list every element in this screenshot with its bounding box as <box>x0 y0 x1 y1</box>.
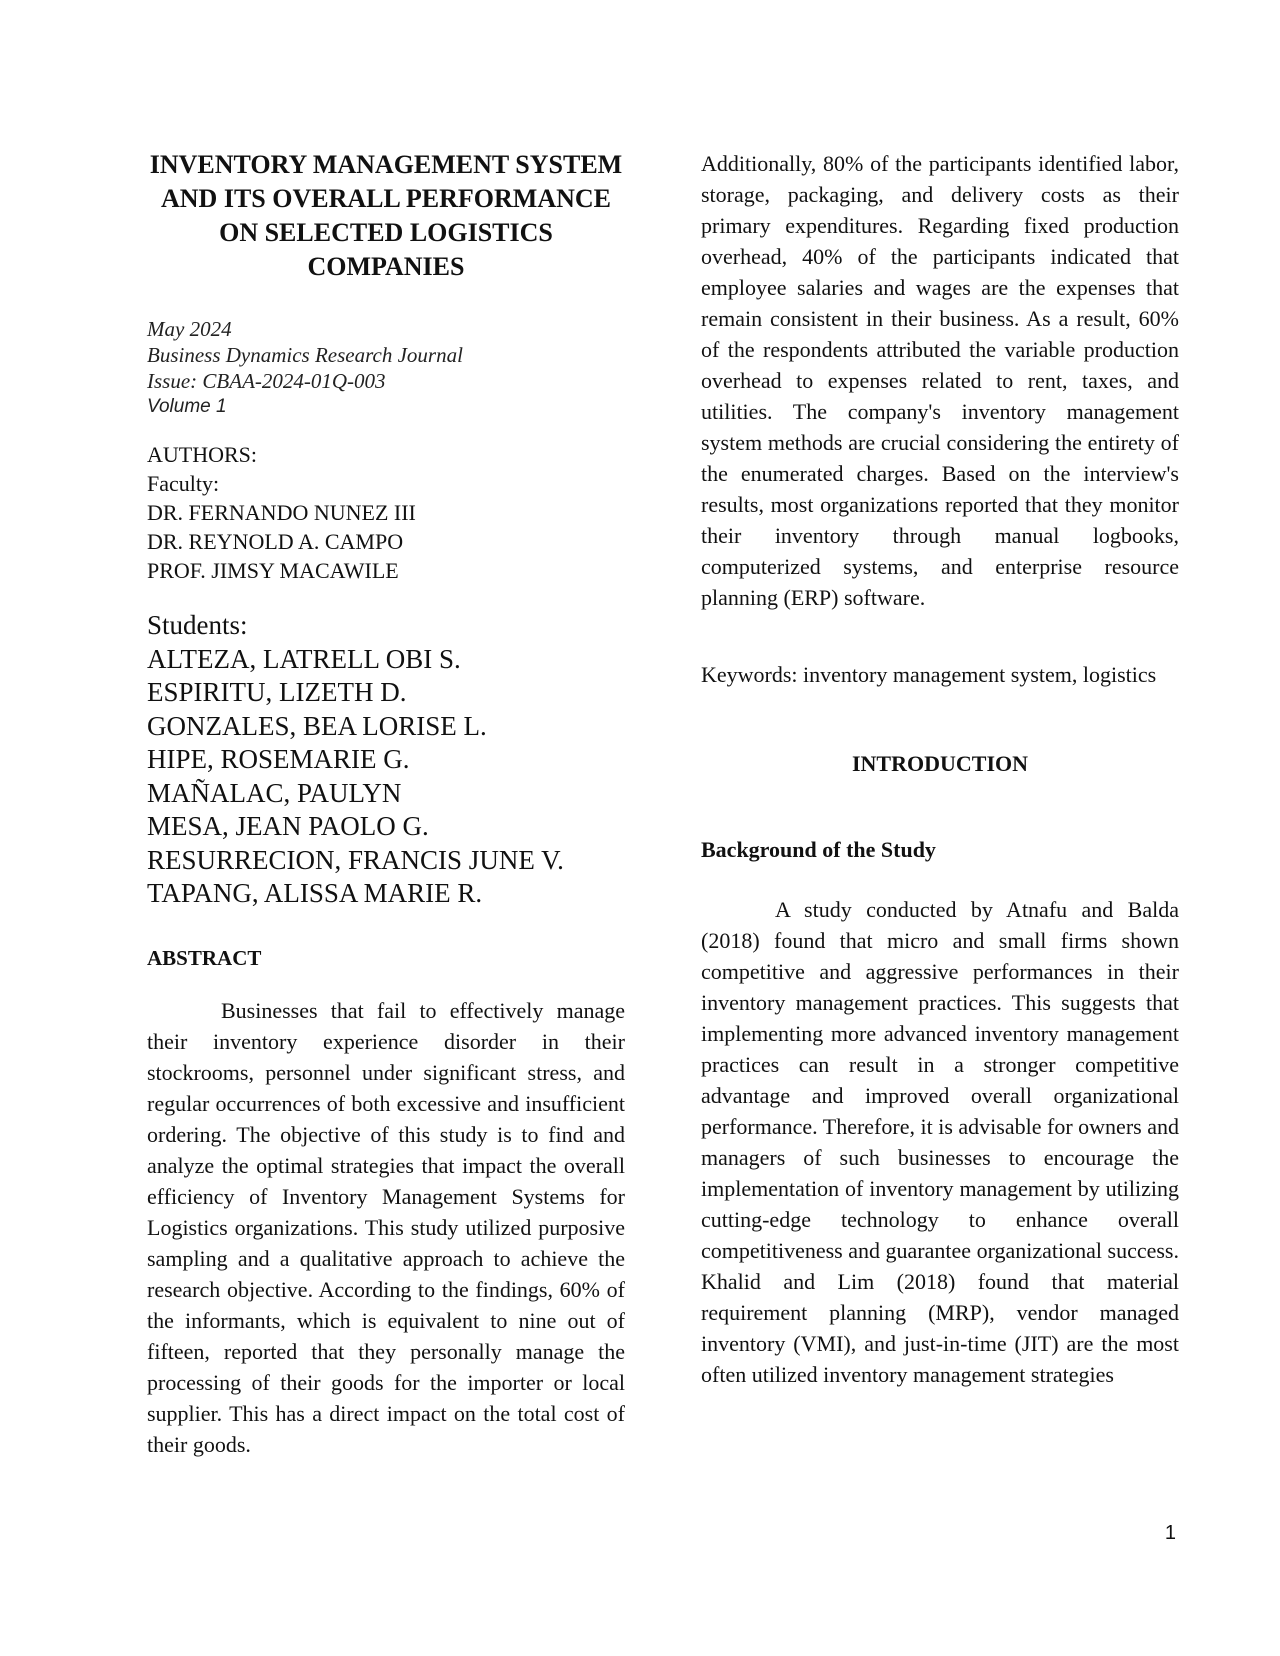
student-name: TAPANG, ALISSA MARIE R. <box>147 878 483 908</box>
student-name: HIPE, ROSEMARIE G. <box>147 744 410 774</box>
introduction-heading: INTRODUCTION <box>851 751 1029 776</box>
background-heading: Background of the Study <box>701 837 936 862</box>
abstract-continuation: Additionally, 80% of the participants identified labor, storage, packaging, and delivery costs as their primary expenditures. Regarding fixed production overhead, 40% of the participants indicated that employee salaries and wages are the expenses that remain consistent in their business. As a result, 60% of the respondents attributed the variable production overhead to expenses related to rent, taxes, and utilities. The company's inventory management system methods are crucial considering the entirety of the enumerated charges. Based on the interview's results, most organizations reported that they monitor their inventory through manual logbooks, computerized systems, and enterprise resource planning (ERP) software. <box>701 151 1179 610</box>
students-section <box>147 609 625 911</box>
background-text: A study conducted by Atnafu and Balda (2018) found that micro and small firms shown competitive and aggressive performances in their inventory management practices. This suggests that implementing more advanced inventory management practices can result in a stronger competitive advantage and improved overall organizational performance. Therefore, it is advisable for owners and managers of such businesses to encourage the implementation of inventory management by utilizing cutting-edge technology to enhance overall competitiveness and guarantee organizational success. Khalid and Lim (2018) found that material requirement planning (MRP), vendor managed inventory (VMI), and just-in-time (JIT) are the most often utilized inventory management strategies <box>701 897 1179 1387</box>
student-name: MAÑALAC, PAULYN <box>147 777 402 808</box>
journal-name: Business Dynamics Research Journal <box>147 343 463 367</box>
keywords: Keywords: inventory management system, logistics <box>701 662 1157 687</box>
authors-heading: AUTHORS: <box>147 442 258 467</box>
page-number: 1 <box>1164 1522 1176 1544</box>
volume-number: Volume 1 <box>147 396 227 417</box>
faculty-name: DR. REYNOLD A. CAMPO <box>147 529 404 554</box>
abstract-heading: ABSTRACT <box>147 945 262 970</box>
authors-section <box>147 440 625 585</box>
left-column <box>147 148 625 1460</box>
student-name: RESURRECION, FRANCIS JUNE V. <box>147 844 564 875</box>
issue-number: Issue: CBAA-2024-01Q-003 <box>147 369 386 393</box>
publication-meta <box>147 316 625 420</box>
student-name: ALTEZA, LATRELL OBI S. <box>147 643 461 674</box>
student-name: GONZALES, BEA LORISE L. <box>147 710 487 741</box>
students-heading: Students: <box>147 610 248 640</box>
student-name: MESA, JEAN PAOLO G. <box>147 811 429 841</box>
abstract-text: Businesses that fail to effectively manage their inventory experience disorder in their stockrooms, personnel under significant stress, and regular occurrences of both excessive and insufficient ordering. The objective of this study is to find and analyze the optimal strategies that impact the overall efficiency of Inventory Management Systems for Logistics organizations. This study utilized purposive sampling and a qualitative approach to achieve the research objective. According to the findings, 60% of the informants, which is equivalent to nine out of fifteen, reported that they personally manage the processing of their goods for the importer or local supplier. This has a direct impact on the total cost of their goods. <box>147 997 625 1457</box>
student-name: ESPIRITU, LIZETH D. <box>147 677 407 707</box>
faculty-label: Faculty: <box>147 471 220 496</box>
faculty-name: PROF. JIMSY MACAWILE <box>147 558 399 583</box>
publication-date: May 2024 <box>147 317 232 341</box>
right-column <box>701 148 1179 1390</box>
faculty-name: DR. FERNANDO NUNEZ III <box>147 500 416 525</box>
paper-title: INVENTORY MANAGEMENT SYSTEM AND ITS OVERALL PERFORMANCE ON SELECTED LOGISTICS COMPANIES <box>149 150 623 281</box>
